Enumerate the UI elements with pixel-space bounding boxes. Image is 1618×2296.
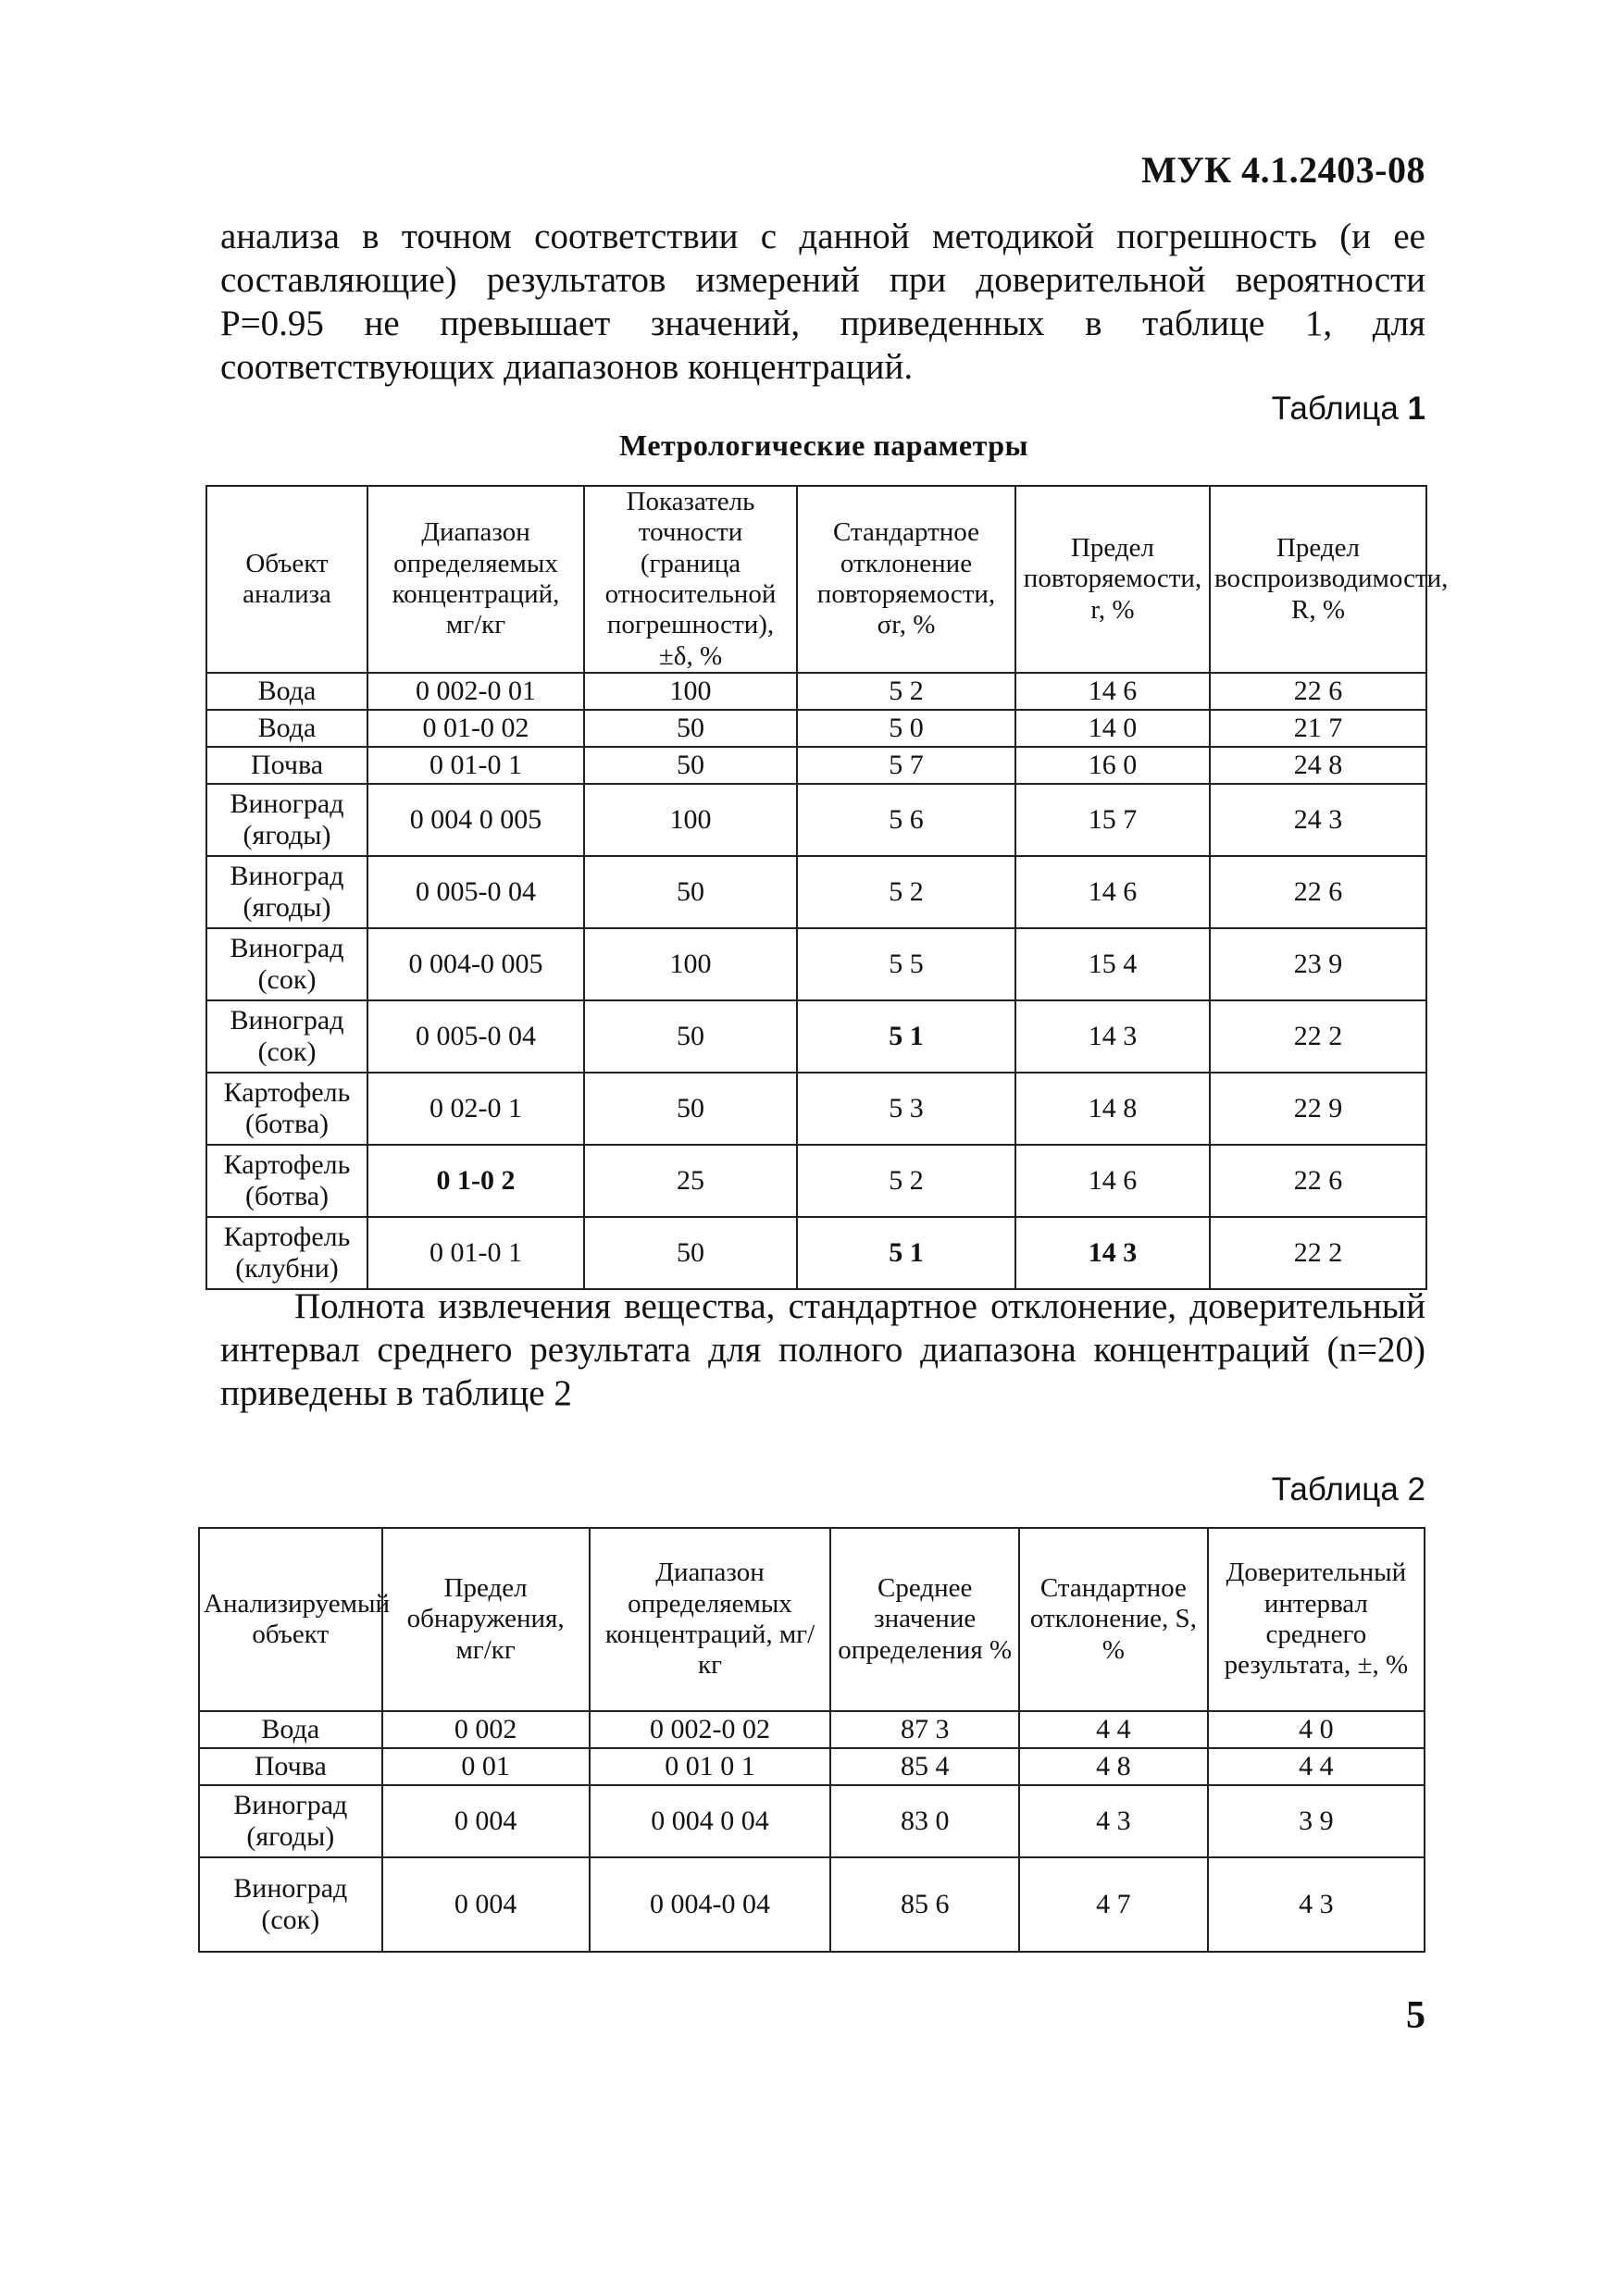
- table-cell: 14 3: [1015, 1217, 1210, 1289]
- table-cell: 15 4: [1015, 928, 1210, 1000]
- table-cell: 14 0: [1015, 710, 1210, 747]
- header-analyzed-object: Анализируемый объект: [199, 1528, 382, 1711]
- table-cell: 85 6: [830, 1857, 1019, 1952]
- table-cell: 4 3: [1208, 1857, 1425, 1952]
- table-cell: 50: [584, 856, 797, 928]
- table-cell: 100: [584, 784, 797, 856]
- table-cell: 0 002-0 01: [367, 673, 584, 710]
- table-cell: 0 004: [382, 1785, 590, 1857]
- table-cell: 0 1-0 2: [367, 1145, 584, 1217]
- table-cell: 14 3: [1015, 1000, 1210, 1073]
- table-cell: 14 8: [1015, 1073, 1210, 1145]
- table-cell: 25: [584, 1145, 797, 1217]
- table-cell: 0 01 0 1: [590, 1748, 831, 1785]
- table1-label: [1055, 391, 1425, 428]
- table-cell: 50: [584, 1073, 797, 1145]
- table-cell: Виноград (сок): [199, 1857, 382, 1952]
- table-row: [206, 784, 1426, 856]
- recovery-table: [198, 1527, 1425, 1953]
- table-cell: Картофель (клубни): [206, 1217, 367, 1289]
- table-row: [206, 1145, 1426, 1217]
- table-cell: Почва: [199, 1748, 382, 1785]
- table-cell: 5 3: [797, 1073, 1015, 1145]
- table-cell: 5 5: [797, 928, 1015, 1000]
- table-cell: 14 6: [1015, 856, 1210, 928]
- table-cell: 5 7: [797, 747, 1015, 784]
- table-cell: Картофель (ботва): [206, 1145, 367, 1217]
- table-cell: 0 005-0 04: [367, 856, 584, 928]
- table-cell: 14 6: [1015, 673, 1210, 710]
- table-cell: 5 6: [797, 784, 1015, 856]
- header-detection-limit: Предел обнаружения, мг/кг: [382, 1528, 590, 1711]
- header-analysis-object: Объект анализа: [206, 486, 367, 673]
- table-cell: Картофель (ботва): [206, 1073, 367, 1145]
- table-cell: 4 0: [1208, 1711, 1425, 1748]
- header-accuracy: Показатель точности (граница относительной погрешности), ±δ, %: [584, 486, 797, 673]
- table-cell: 14 6: [1015, 1145, 1210, 1217]
- table-cell: 0 004: [382, 1857, 590, 1952]
- table-cell: 22 9: [1210, 1073, 1426, 1145]
- table-row: [206, 856, 1426, 928]
- table-cell: 15 7: [1015, 784, 1210, 856]
- table-header-row: [206, 486, 1426, 673]
- table-cell: 22 6: [1210, 673, 1426, 710]
- header-repeatability-std: Стандартное отклонение повторяемости, σr, %: [797, 486, 1015, 673]
- table-cell: 22 6: [1210, 1145, 1426, 1217]
- header-confidence-interval: Доверительный интервал среднего результата, ±, %: [1208, 1528, 1425, 1711]
- table-row: [206, 710, 1426, 747]
- table-cell: 100: [584, 928, 797, 1000]
- table-cell: 0 002-0 02: [590, 1711, 831, 1748]
- metrology-table: [205, 485, 1449, 1290]
- table-cell: 5 2: [797, 673, 1015, 710]
- table-cell: 85 4: [830, 1748, 1019, 1785]
- table-cell: 4 7: [1019, 1857, 1208, 1952]
- table-row: [206, 747, 1426, 784]
- table-cell: Почва: [206, 747, 367, 784]
- table-cell: 22 2: [1210, 1000, 1426, 1073]
- table-cell: 4 8: [1019, 1748, 1208, 1785]
- table-cell: 5 1: [797, 1217, 1015, 1289]
- table-cell: 50: [584, 1217, 797, 1289]
- table-cell: 4 3: [1019, 1785, 1208, 1857]
- table-cell: 5 2: [797, 856, 1015, 928]
- table-cell: 87 3: [830, 1711, 1019, 1748]
- table-cell: 0 01-0 1: [367, 747, 584, 784]
- header-repeatability-limit: Предел повторяемости, r, %: [1015, 486, 1210, 673]
- table-cell: 16 0: [1015, 747, 1210, 784]
- table-cell: 83 0: [830, 1785, 1019, 1857]
- table-cell: 0 002: [382, 1711, 590, 1748]
- table-cell: Виноград (сок): [206, 928, 367, 1000]
- table-cell: 4 4: [1019, 1711, 1208, 1748]
- second-paragraph: [220, 1285, 1425, 1415]
- header-concentration-range: Диапазон определяемых концентраций, мг/кг: [590, 1528, 831, 1711]
- table-row: [206, 673, 1426, 710]
- header-reproducibility-limit: Предел воспроизводимости, R, %: [1210, 486, 1426, 673]
- table1-title: Метрологические параметры: [619, 428, 1028, 462]
- table-cell: 0 004-0 04: [590, 1857, 831, 1952]
- header-std-deviation: Стандартное отклонение, S, %: [1019, 1528, 1208, 1711]
- table2-label: Таблица 2: [1271, 1471, 1425, 1508]
- table-cell: 4 4: [1208, 1748, 1425, 1785]
- table-cell: 50: [584, 710, 797, 747]
- table-cell: 50: [584, 747, 797, 784]
- table-row: [206, 1217, 1426, 1289]
- table-cell: 23 9: [1210, 928, 1426, 1000]
- table-cell: 0 02-0 1: [367, 1073, 584, 1145]
- table-cell: 0 004 0 04: [590, 1785, 831, 1857]
- table-row: [206, 1000, 1426, 1073]
- table1-label-prefix: Таблица: [1271, 391, 1399, 427]
- table1-label-number: 1: [1407, 391, 1425, 427]
- table-cell: 50: [584, 1000, 797, 1073]
- table-cell: 0 01-0 02: [367, 710, 584, 747]
- page-number: 5: [1406, 1994, 1425, 2037]
- table-cell: 0 004 0 005: [367, 784, 584, 856]
- table-cell: 24 8: [1210, 747, 1426, 784]
- table-row: [206, 1073, 1426, 1145]
- table-cell: 22 2: [1210, 1217, 1426, 1289]
- table-cell: 24 3: [1210, 784, 1426, 856]
- table-row: [199, 1785, 1425, 1857]
- table-row: [199, 1857, 1425, 1952]
- table-cell: 5 1: [797, 1000, 1015, 1073]
- table-cell: Вода: [199, 1711, 382, 1748]
- header-concentration-range: Диапазон определяемых концентраций, мг/кг: [367, 486, 584, 673]
- header-mean-value: Среднее значение определения %: [830, 1528, 1019, 1711]
- table-cell: 5 2: [797, 1145, 1015, 1217]
- table-cell: Вода: [206, 673, 367, 710]
- intro-paragraph: анализа в точном соответствии с данной методикой погрешность (и ее составляющие) результатов измерений при доверительной вероятности Р=0.95 не превышает значений, приведенных в таблице 1, для соответствующих диапазонов концентраций.: [220, 217, 1425, 387]
- table-cell: Виноград (сок): [206, 1000, 367, 1073]
- table-cell: 3 9: [1208, 1785, 1425, 1857]
- table-cell: Вода: [206, 710, 367, 747]
- table-header-row: [199, 1528, 1425, 1711]
- table-row: [206, 928, 1426, 1000]
- table-row: [199, 1748, 1425, 1785]
- table-cell: 5 0: [797, 710, 1015, 747]
- table-cell: 0 004-0 005: [367, 928, 584, 1000]
- table-cell: 0 005-0 04: [367, 1000, 584, 1073]
- table-cell: 0 01-0 1: [367, 1217, 584, 1289]
- table-row: [199, 1711, 1425, 1748]
- table-cell: Виноград (ягоды): [199, 1785, 382, 1857]
- table-cell: Виноград (ягоды): [206, 856, 367, 928]
- document-code: МУК 4.1.2403-08: [1141, 149, 1425, 191]
- table-cell: 22 6: [1210, 856, 1426, 928]
- table-cell: 21 7: [1210, 710, 1426, 747]
- table-cell: 0 01: [382, 1748, 590, 1785]
- table-cell: Виноград (ягоды): [206, 784, 367, 856]
- table-cell: 100: [584, 673, 797, 710]
- second-paragraph-text: Полнота извлечения вещества, стандартное отклонение, доверительный интервал среднего результата для полного диапазона концентраций (n=20) приведены в таблице 2: [220, 1286, 1425, 1413]
